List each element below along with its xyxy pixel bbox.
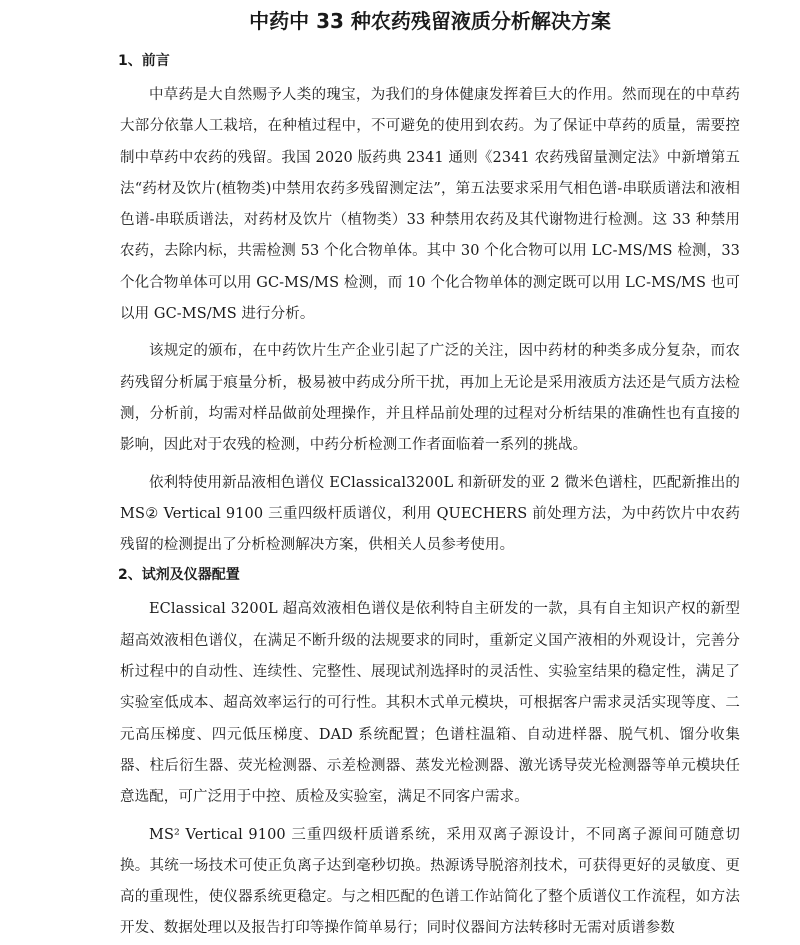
- section-heading-preface: 1、前言: [118, 53, 170, 69]
- section-heading-reagents-instruments: 2、试剂及仪器配置: [118, 567, 240, 584]
- paragraph: 该规定的颁布，在中药饮片生产企业引起了广泛的关注，因中药材的种类多成分复杂，而农药残留分析属于痕量分析，极易被中药成分所干扰，再加上无论是采用液质方法还是气质方法检测，分析前，均需对样品做前处理操作，并且样品前处理的过程对分析结果的准确性也有直接的影响，因此对于农残的检测，中药分析检测工作者面临着一系列的挑战。: [120, 343, 740, 454]
- paragraph: 依利特使用新品液相色谱仪 EClassical3200L 和新研发的亚 2 微米色谱柱，匹配新推出的 MS② Vertical 9100 三重四级杆质谱仪，利用 QUECHERS 前处理方法，为中药饮片中农药残留的检测提出了分析检测解决方案，供相关人员参考使用。: [120, 474, 740, 554]
- paragraph: MS² Vertical 9100 三重四级杆质谱系统，采用双离子源设计，不同离子源间可随意切换。其统一场技术可使正负离子达到毫秒切换。热源诱导脱溶剂技术，可获得更好的灵敏度、更高的重现性，使仪器系统更稳定。与之相匹配的色谱工作站简化了整个质谱仪工作流程，如方法开发、数据处理以及报告打印等操作简单易行；同时仪器间方法转移时无需对质谱参数: [120, 826, 740, 937]
- paragraph: 中草药是大自然赐予人类的瑰宝，为我们的身体健康发挥着巨大的作用。然而现在的中草药大部分依靠人工栽培，在种植过程中，不可避免的使用到农药。为了保证中草药的质量，需要控制中草药中农药的残留。我国 2020 版药典 2341 通则《2341 农药残留量测定法》中新增第五法“药材及饮片(植物类)中禁用农药多残留测定法”，第五法要求采用气相色谱-串联质谱法和液相色谱-串联质谱法，对药材及饮片（植物类）33 种禁用农药及其代谢物进行检测。这 33 种禁用农药，去除内标，共需检测 53 个化合物单体。其中 30 个化合物可以用 LC-MS/MS 检测，33 个化合物单体可以用 GC-MS/MS 检测，而 10 个化合物单体的测定既可以用 LC-MS/MS 也可以用 GC-MS/MS 进行分析。: [120, 87, 740, 323]
- document-title: 中药中 33 种农药残留液质分析解决方案: [249, 9, 611, 33]
- paragraph: EClassical 3200L 超高效液相色谱仪是依利特自主研发的一款，具有自主知识产权的新型超高效液相色谱仪，在满足不断升级的法规要求的同时，重新定义国产液相的外观设计，完善分析过程中的自动性、连续性、完整性、展现试剂选择时的灵活性、实验室结果的稳定性，满足了实验室低成本、超高效率运行的可行性。其积木式单元模块，可根据客户需求灵活实现等度、二元高压梯度、四元低压梯度、DAD 系统配置；色谱柱温箱、自动进样器、脱气机、馏分收集器、柱后衍生器、荧光检测器、示差检测器、蒸发光检测器、激光诱导荧光检测器等单元模块任意选配，可广泛用于中控、质检及实验室，满足不同客户需求。: [120, 601, 740, 806]
